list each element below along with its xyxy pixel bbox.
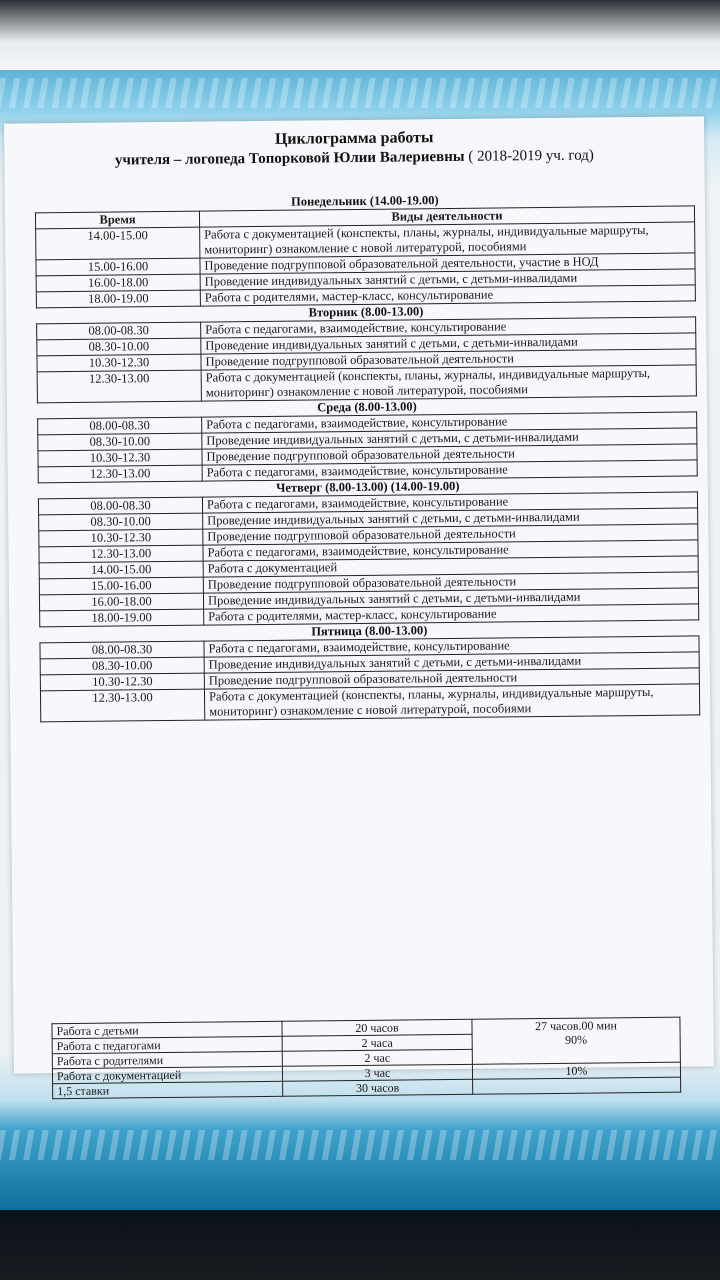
activity-cell: Проведение подгрупповой образовательной деятельности, участие в НОД bbox=[200, 253, 695, 274]
day-table bbox=[39, 635, 700, 722]
time-cell: 18.00-19.00 bbox=[36, 290, 200, 308]
summary-pct-docs: 10% bbox=[472, 1062, 680, 1079]
header-activity: Виды деятельности bbox=[199, 206, 694, 227]
activity-cell: Проведение подгрупповой образовательной деятельности bbox=[204, 668, 699, 689]
activity-cell: Работа с родителями, мастер-класс, консультирование bbox=[200, 285, 695, 306]
activity-cell: Работа с педагогами, взаимодействие, консультирование bbox=[202, 460, 697, 481]
summary-hours: 2 часа bbox=[282, 1034, 472, 1051]
summary-pct-main: 90% bbox=[565, 1032, 588, 1047]
activity-cell: Работа с родителями, мастер-класс, консультирование bbox=[204, 604, 699, 625]
schedule-table bbox=[35, 190, 700, 722]
summary-label: Работа с педагогами bbox=[52, 1036, 282, 1053]
day-table bbox=[37, 411, 698, 483]
schedule-document bbox=[4, 116, 714, 1099]
time-cell: 08.30-10.00 bbox=[37, 338, 201, 356]
title-line-1: Циклограмма работы bbox=[274, 129, 434, 148]
time-cell: 08.00-08.30 bbox=[38, 417, 202, 435]
time-cell: 08.30-10.00 bbox=[40, 657, 204, 675]
time-cell: 14.00-15.00 bbox=[36, 227, 200, 260]
time-cell: 14.00-15.00 bbox=[39, 561, 203, 579]
time-cell: 10.30-12.30 bbox=[40, 673, 204, 691]
time-cell: 10.30-12.30 bbox=[37, 354, 201, 372]
time-cell: 08.00-08.30 bbox=[37, 322, 201, 340]
time-cell: 10.30-12.30 bbox=[39, 529, 203, 547]
day-heading: Среда (8.00-13.00) bbox=[317, 399, 417, 415]
time-cell: 12.30-13.00 bbox=[38, 465, 202, 483]
day-heading: Понедельник (14.00-19.00) bbox=[291, 193, 439, 209]
time-cell: 18.00-19.00 bbox=[40, 609, 204, 627]
monitor-bezel-top bbox=[0, 0, 720, 70]
activity-cell: Проведение подгрупповой образовательной деятельности bbox=[202, 444, 697, 465]
summary-hours: 3 час bbox=[282, 1064, 472, 1081]
activity-cell: Работа с документацией bbox=[203, 556, 698, 577]
time-cell: 12.30-13.00 bbox=[39, 545, 203, 563]
activity-cell: Работа с документацией (конспекты, планы, журналы, индивидуальные маршруты, мониторинг) ознакомление с новой литературой, пособиями bbox=[204, 684, 699, 720]
time-cell: 10.30-12.30 bbox=[38, 449, 202, 467]
summary-label: Работа с документацией bbox=[52, 1066, 282, 1083]
activity-cell: Проведение подгрупповой образовательной деятельности bbox=[203, 572, 698, 593]
summary-table bbox=[51, 1017, 681, 1100]
summary-label: 1,5 ставки bbox=[53, 1081, 283, 1098]
time-cell: 08.00-08.30 bbox=[38, 497, 202, 515]
summary-label: Работа с родителями bbox=[52, 1051, 282, 1068]
day-table bbox=[38, 491, 699, 627]
activity-cell: Работа с педагогами, взаимодействие, консультирование bbox=[201, 317, 696, 338]
activity-cell: Работа с педагогами, взаимодействие, консультирование bbox=[202, 492, 697, 513]
time-cell: 08.30-10.00 bbox=[38, 433, 202, 451]
time-cell: 12.30-13.00 bbox=[37, 370, 201, 403]
wallpaper-wave-bottom bbox=[0, 1130, 720, 1160]
document-title bbox=[4, 126, 704, 170]
activity-cell: Проведение подгрупповой образовательной деятельности bbox=[203, 524, 698, 545]
activity-cell: Проведение индивидуальных занятий с детьми, с детьми-инвалидами bbox=[204, 652, 699, 673]
time-cell: 15.00-16.00 bbox=[39, 577, 203, 595]
time-cell: 16.00-18.00 bbox=[36, 274, 200, 292]
activity-cell: Проведение индивидуальных занятий с детьми, с детьми-инвалидами bbox=[201, 333, 696, 354]
activity-cell: Работа с педагогами, взаимодействие, консультирование bbox=[203, 540, 698, 561]
table-row bbox=[40, 684, 699, 722]
summary-label: Работа с детьми bbox=[52, 1021, 282, 1038]
activity-cell: Проведение индивидуальных занятий с детьми, с детьми-инвалидами bbox=[203, 588, 698, 609]
summary-empty bbox=[473, 1077, 681, 1094]
activity-cell: Проведение индивидуальных занятий с детьми, с детьми-инвалидами bbox=[200, 269, 695, 290]
summary-hours: 20 часов bbox=[282, 1019, 472, 1036]
activity-cell: Работа с документацией (конспекты, планы, журналы, индивидуальные маршруты, мониторинг) ознакомление с новой литературой, пособиями bbox=[201, 365, 696, 401]
monitor-bezel-bottom bbox=[0, 1210, 720, 1280]
activity-cell: Работа с педагогами, взаимодействие, консультирование bbox=[202, 412, 697, 433]
header-time: Время bbox=[35, 211, 199, 229]
day-table bbox=[35, 205, 696, 308]
day-heading: Пятница (8.00-13.00) bbox=[311, 623, 428, 639]
day-heading: Четверг (8.00-13.00) (14.00-19.00) bbox=[276, 478, 460, 495]
day-table bbox=[36, 316, 697, 403]
title-teacher: учителя – логопеда Топорковой Юлии Валериевны bbox=[114, 148, 465, 169]
summary-hours: 2 час bbox=[282, 1049, 472, 1066]
time-cell: 08.00-08.30 bbox=[40, 641, 204, 659]
title-year: ( 2018-2019 уч. год) bbox=[468, 147, 594, 165]
wallpaper-wave-top bbox=[0, 78, 720, 108]
activity-cell: Проведение индивидуальных занятий с детьми, с детьми-инвалидами bbox=[203, 508, 698, 529]
summary-total: 27 часов.00 мин bbox=[535, 1018, 617, 1034]
day-heading: Вторник (8.00-13.00) bbox=[308, 304, 424, 320]
activity-cell: Проведение индивидуальных занятий с детьми, с детьми-инвалидами bbox=[202, 428, 697, 449]
time-cell: 08.30-10.00 bbox=[39, 513, 203, 531]
activity-cell: Проведение подгрупповой образовательной деятельности bbox=[201, 349, 696, 370]
time-cell: 12.30-13.00 bbox=[40, 689, 204, 722]
summary-hours: 30 часов bbox=[283, 1079, 473, 1096]
activity-cell: Работа с документацией (конспекты, планы, журналы, индивидуальные маршруты, мониторинг) ознакомление с новой литературой, пособиями bbox=[200, 222, 695, 258]
time-cell: 16.00-18.00 bbox=[39, 593, 203, 611]
activity-cell: Работа с педагогами, взаимодействие, консультирование bbox=[204, 636, 699, 657]
summary-total-cell bbox=[472, 1017, 680, 1064]
time-cell: 15.00-16.00 bbox=[36, 258, 200, 276]
